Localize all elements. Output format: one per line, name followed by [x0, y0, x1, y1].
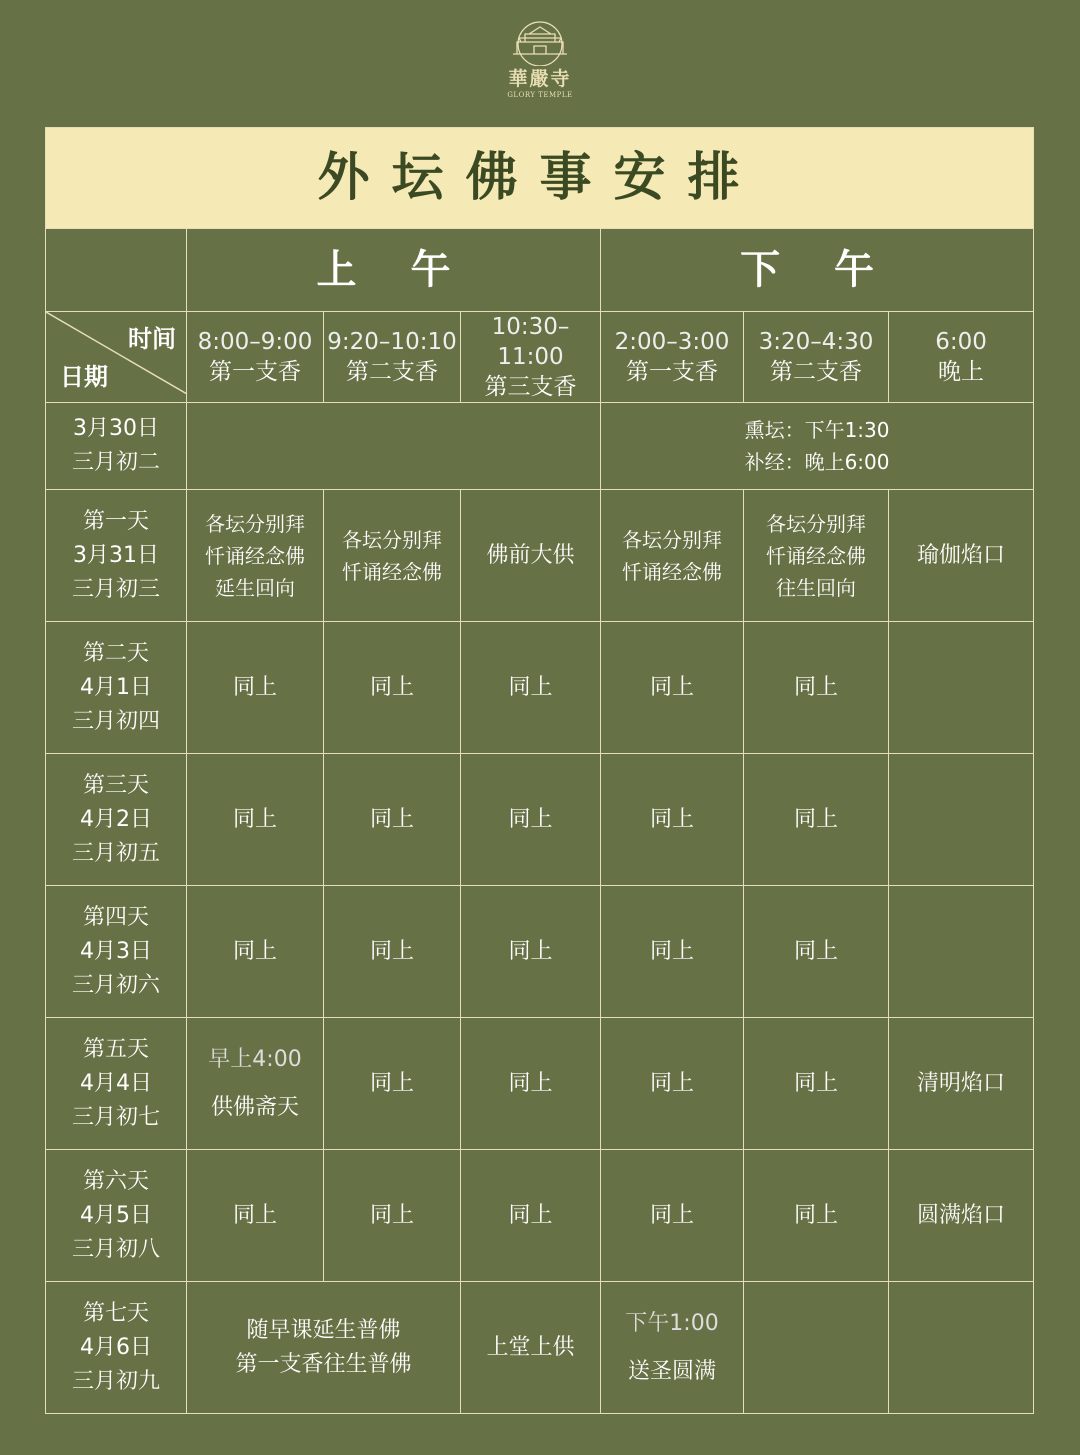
- lunar-date: 三月初二: [71, 450, 160, 475]
- cell-line: 供佛斋天: [210, 1094, 299, 1120]
- schedule-cell: 同上: [744, 754, 889, 886]
- session-time: 3:20–4:30: [758, 329, 874, 355]
- date-cell: [46, 754, 187, 886]
- schedule-cell: 同上: [744, 886, 889, 1018]
- time-label: 时间: [128, 325, 176, 353]
- session-name: 第二支香: [346, 359, 438, 385]
- solar-date: 4月4日: [80, 1070, 152, 1096]
- cell-line: 各坛分别拜: [622, 527, 722, 552]
- schedule-cell: [187, 1282, 461, 1414]
- session-name: 第一支香: [626, 359, 718, 385]
- schedule-cell: 圆满焰口: [889, 1150, 1034, 1282]
- date-cell: [46, 1018, 187, 1150]
- schedule-cell: 同上: [187, 886, 324, 1018]
- morning-header: 上 午: [187, 229, 601, 312]
- schedule-cell: 同上: [324, 754, 461, 886]
- session-name: 晚上: [938, 359, 985, 385]
- solar-date: 3月30日: [73, 416, 159, 441]
- session-header: [324, 312, 461, 403]
- empty-cell: [744, 1282, 889, 1414]
- lunar-date: 三月初四: [71, 708, 160, 734]
- schedule-cell: [601, 1282, 744, 1414]
- date-cell: [46, 886, 187, 1018]
- corner-cell: [46, 312, 187, 403]
- solar-date: 4月2日: [80, 806, 152, 832]
- solar-date: 4月5日: [80, 1202, 152, 1228]
- cell-line: 随早课延生普佛: [246, 1317, 401, 1343]
- schedule-cell: 同上: [461, 622, 601, 754]
- schedule-cell: [187, 490, 324, 622]
- schedule-cell: 清明焰口: [889, 1018, 1034, 1150]
- date-cell: [46, 403, 187, 490]
- lunar-date: 三月初三: [71, 576, 160, 602]
- schedule-cell: 同上: [601, 1018, 744, 1150]
- lunar-date: 三月初九: [71, 1368, 160, 1394]
- schedule-cell: 同上: [187, 622, 324, 754]
- cell-line: 各坛分别拜: [766, 511, 866, 536]
- session-name: 第三支香: [484, 374, 577, 400]
- cell-line: 忏诵经念佛: [205, 543, 305, 568]
- cell-line: 第一支香往生普佛: [235, 1351, 412, 1377]
- schedule-table: [45, 127, 1034, 1414]
- session-time: 2:00–3:00: [614, 329, 730, 355]
- day-label: 第一天: [82, 508, 149, 534]
- day-label: 第七天: [82, 1300, 149, 1326]
- schedule-cell: 同上: [461, 754, 601, 886]
- schedule-cell: 同上: [744, 622, 889, 754]
- date-cell: [46, 1282, 187, 1414]
- schedule-cell: 同上: [461, 1018, 601, 1150]
- prep-notes: [601, 403, 1034, 490]
- cell-line: 延生回向: [215, 575, 295, 600]
- schedule-cell: 同上: [324, 1018, 461, 1150]
- date-label: 日期: [60, 363, 108, 391]
- day-label: 第四天: [82, 904, 149, 930]
- empty-cell: [889, 754, 1034, 886]
- session-header: [601, 312, 744, 403]
- cell-time: 早上4:00: [208, 1046, 302, 1072]
- temple-logo: [490, 16, 590, 116]
- cell-line: 各坛分别拜: [342, 527, 442, 552]
- blank-cell: [46, 229, 187, 312]
- session-name: 第二支香: [770, 359, 862, 385]
- solar-date: 4月6日: [80, 1334, 152, 1360]
- schedule-cell: 佛前大供: [461, 490, 601, 622]
- afternoon-header: 下 午: [601, 229, 1034, 312]
- logo-name-cn: 華嚴寺: [508, 68, 572, 90]
- schedule-cell: 同上: [601, 886, 744, 1018]
- schedule-cell: 同上: [324, 622, 461, 754]
- schedule-cell: 同上: [187, 754, 324, 886]
- session-header: [187, 312, 324, 403]
- empty-cell: [187, 403, 601, 490]
- note-line: 补经：晚上6:00: [744, 450, 890, 474]
- schedule-cell: 同上: [324, 886, 461, 1018]
- cell-line: 忏诵经念佛: [622, 559, 722, 584]
- empty-cell: [889, 622, 1034, 754]
- date-cell: [46, 1150, 187, 1282]
- session-time: 6:00: [935, 329, 987, 355]
- schedule-cell: 同上: [744, 1150, 889, 1282]
- schedule-cell: 同上: [461, 886, 601, 1018]
- session-time: 8:00–9:00: [197, 329, 313, 355]
- schedule-cell: 同上: [744, 1018, 889, 1150]
- lunar-date: 三月初六: [71, 972, 160, 998]
- schedule-cell: 瑜伽焰口: [889, 490, 1034, 622]
- lunar-date: 三月初八: [71, 1236, 160, 1262]
- date-cell: [46, 490, 187, 622]
- cell-line: 往生回向: [776, 575, 856, 600]
- lunar-date: 三月初七: [71, 1104, 160, 1130]
- schedule-cell: 同上: [601, 1150, 744, 1282]
- day-label: 第六天: [82, 1168, 149, 1194]
- schedule-cell: [601, 490, 744, 622]
- session-time: 9:20–10:10: [327, 329, 457, 355]
- schedule-cell: 同上: [601, 754, 744, 886]
- temple-gate-icon: [505, 16, 575, 66]
- day-label: 第三天: [82, 772, 149, 798]
- schedule-cell: [324, 490, 461, 622]
- empty-cell: [889, 886, 1034, 1018]
- session-header: [889, 312, 1034, 403]
- note-line: 熏坛：下午1:30: [744, 418, 890, 442]
- date-cell: [46, 622, 187, 754]
- session-time: 10:30–11:00: [491, 314, 570, 370]
- cell-line: 各坛分别拜: [205, 511, 305, 536]
- page-title: 外坛佛事安排: [46, 128, 1034, 229]
- schedule-cell: 同上: [187, 1150, 324, 1282]
- schedule-cell: 同上: [324, 1150, 461, 1282]
- day-label: 第五天: [82, 1036, 149, 1062]
- cell-line: 忏诵经念佛: [766, 543, 866, 568]
- session-header: [744, 312, 889, 403]
- day-label: 第二天: [82, 640, 149, 666]
- solar-date: 4月1日: [80, 674, 152, 700]
- session-header: [461, 312, 601, 403]
- schedule-cell: 同上: [601, 622, 744, 754]
- schedule-cell: [744, 490, 889, 622]
- schedule-cell: 同上: [461, 1150, 601, 1282]
- solar-date: 3月31日: [73, 542, 159, 568]
- session-name: 第一支香: [209, 359, 301, 385]
- schedule-cell: 上堂上供: [461, 1282, 601, 1414]
- lunar-date: 三月初五: [71, 840, 160, 866]
- solar-date: 4月3日: [80, 938, 152, 964]
- cell-line: 忏诵经念佛: [342, 559, 442, 584]
- cell-time: 下午1:00: [625, 1310, 719, 1336]
- empty-cell: [889, 1282, 1034, 1414]
- cell-line: 送圣圆满: [627, 1358, 716, 1384]
- logo-name-en: GLORY TEMPLE: [507, 91, 573, 99]
- schedule-cell: [187, 1018, 324, 1150]
